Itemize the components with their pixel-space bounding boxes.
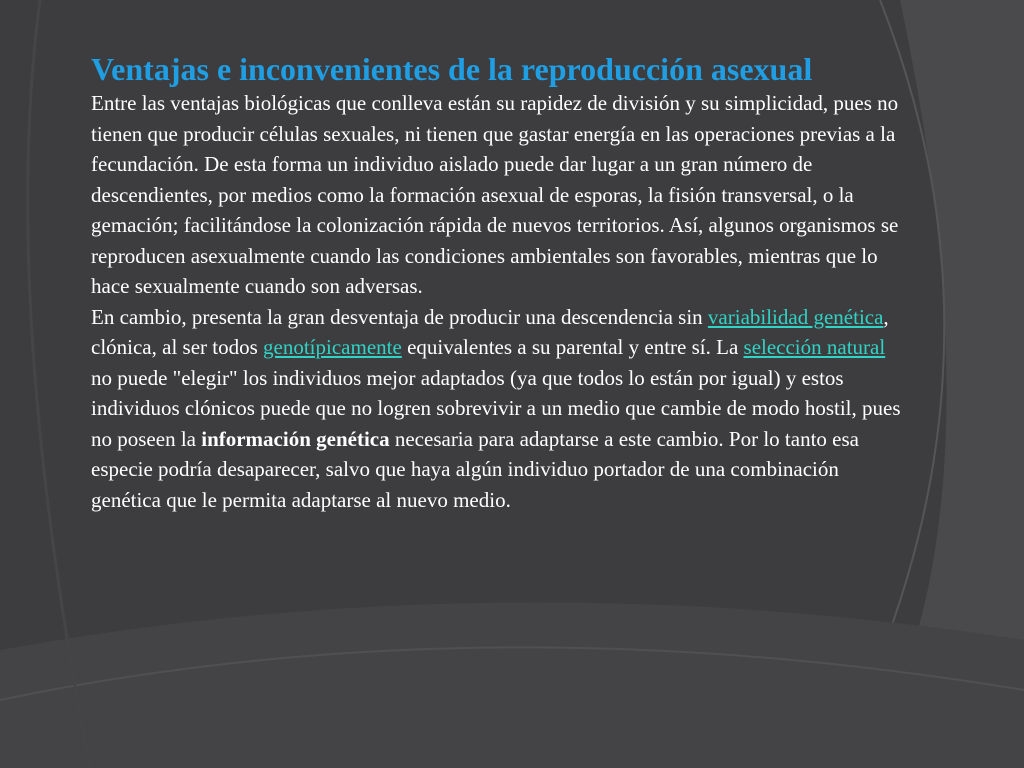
paragraph-advantages: Entre las ventajas biológicas que conlleva están su rapidez de división y su simplicidad, pues no tienen que producir células sexuales, ni tienen que gastar energía en las operaciones previas a la fecundación. De esta forma un individuo aislado puede dar lugar a un gran número de descendientes, por medios como la formación asexual de esporas, la fisión transversal, o la gemación; facilitándose la colonización rápida de nuevos territorios. Así, algunos organismos se reproducen asexualmente cuando las condiciones ambientales son favorables, mientras que lo hace sexualmente cuando son adversas.: [91, 91, 899, 298]
text-run: no puede "elegir" los individuos mejor adaptados (ya que todos lo están por igual) y estos individuos clónicos puede que no logren sobrevivir a un medio que cambie de modo hostil, pues no poseen la: [91, 365, 901, 451]
link-genotipicamente[interactable]: genotípicamente: [263, 335, 402, 359]
bold-informacion-genetica: información genética: [201, 426, 390, 451]
slide-content: [91, 50, 911, 515]
link-seleccion-natural[interactable]: selección natural: [743, 335, 886, 359]
text-run: En cambio, presenta la gran desventaja de producir una descendencia sin: [91, 304, 708, 329]
text-run: equivalentes a su parental y entre sí. La: [401, 335, 744, 359]
link-variabilidad-genetica[interactable]: variabilidad genética: [707, 304, 884, 329]
text-run: , clónica, al ser todos: [91, 304, 889, 359]
paragraph-disadvantages: [91, 302, 911, 516]
text-run: necesaria para adaptarse a este cambio. Por lo tanto esa especie podría desaparecer, salvo que haya algún individuo portador de una combinación genética que le permita adaptarse al nuevo medio.: [91, 426, 859, 512]
slide-title: Ventajas e inconvenientes de la reproducción asexual: [91, 51, 813, 87]
